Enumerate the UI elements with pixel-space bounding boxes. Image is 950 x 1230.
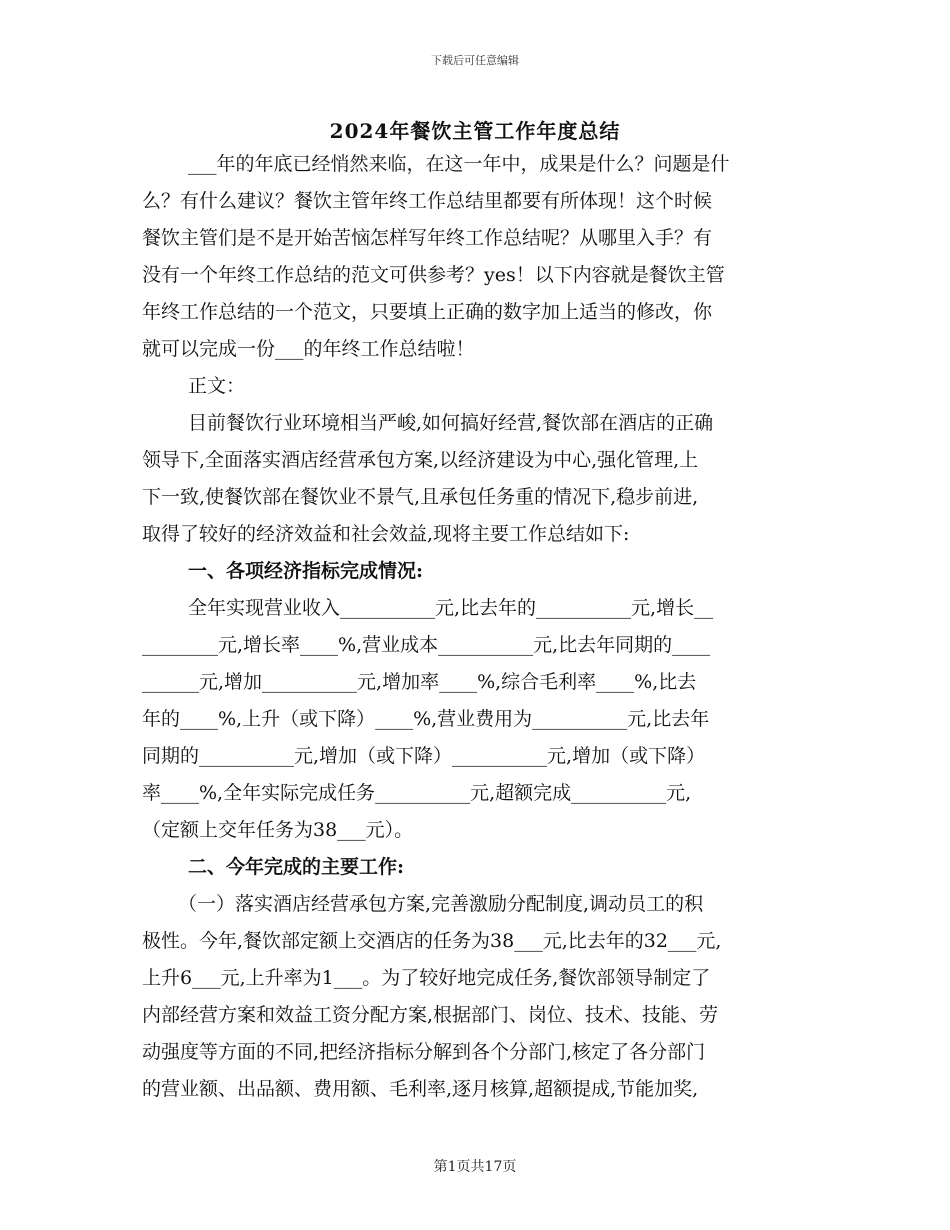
- paragraph-line: 目前餐饮行业环境相当严峻,如何搞好经营,餐饮部在酒店的正确: [188, 412, 714, 434]
- document-body: [142, 146, 808, 1108]
- paragraph-line: 下一致,使餐饮部在餐饮业不景气,且承包任务重的情况下,稳步前进,: [142, 486, 699, 508]
- paragraph-line: ___年的年底已经悄然来临，在这一年中，成果是什么？问题是什: [188, 153, 730, 175]
- document-title: 2024年餐饮主管工作年度总结: [329, 119, 621, 143]
- paragraph-line: 内部经营方案和效益工资分配方案,根据部门、岗位、技术、技能、劳: [142, 1004, 719, 1026]
- paragraph-line: ______元,增加__________元,增加率____%,综合毛利率____%,比去: [142, 671, 697, 693]
- paragraph-line: 动强度等方面的不同,把经济指标分解到各个分部门,核定了各分部门: [142, 1041, 706, 1063]
- paragraph-line: 餐饮主管们是不是开始苦恼怎样写年终工作总结呢？从哪里入手？有: [142, 227, 713, 249]
- page-footer: 第1页共17页: [433, 1159, 517, 1175]
- section-heading: 一、各项经济指标完成情况:: [188, 560, 424, 582]
- paragraph-line: 极性。今年,餐饮部定额上交酒店的任务为38___元,比去年的32___元,: [142, 930, 722, 952]
- paragraph-line: 全年实现营业收入__________元,比去年的__________元,增长__: [188, 597, 714, 619]
- paragraph-line: ________元,增长率____%,营业成本__________元,比去年同期的____: [142, 634, 711, 656]
- section-heading: 二、今年完成的主要工作:: [188, 856, 405, 878]
- paragraph-line: 年的____%,上升（或下降）____%,营业费用为__________元,比去年: [142, 708, 710, 730]
- section-label: 正文：: [188, 375, 246, 397]
- page-header: 下载后可任意编辑: [431, 54, 519, 67]
- paragraph-line: 同期的__________元,增加（或下降）__________元,增加（或下降）: [142, 745, 706, 767]
- paragraph-line: 的营业额、出品额、费用额、毛利率,逐月核算,超额提成,节能加奖,: [142, 1078, 699, 1100]
- paragraph-line: 年终工作总结的一个范文，只要填上正确的数字加上适当的修改，你: [142, 301, 713, 323]
- paragraph-line: （定额上交年任务为38___元）。: [142, 819, 414, 841]
- paragraph-line: 就可以完成一份___的年终工作总结啦！: [142, 338, 475, 360]
- paragraph-line: 上升6___元,上升率为1___。为了较好地完成任务,餐饮部领导制定了: [142, 967, 711, 989]
- paragraph-line: 么？有什么建议？餐饮主管年终工作总结里都要有所体现！这个时候: [142, 190, 713, 212]
- paragraph-line: 领导下,全面落实酒店经营承包方案,以经济建设为中心,强化管理,上: [142, 449, 699, 471]
- paragraph-line: 取得了较好的经济效益和社会效益,现将主要工作总结如下:: [142, 523, 630, 545]
- paragraph-line: （一）落实酒店经营承包方案,完善激励分配制度,调动员工的积: [178, 893, 704, 915]
- paragraph-line: 没有一个年终工作总结的范文可供参考？yes！以下内容就是餐饮主管: [142, 264, 725, 286]
- paragraph-line: 率____%,全年实际完成任务__________元,超额完成__________元,: [142, 782, 692, 804]
